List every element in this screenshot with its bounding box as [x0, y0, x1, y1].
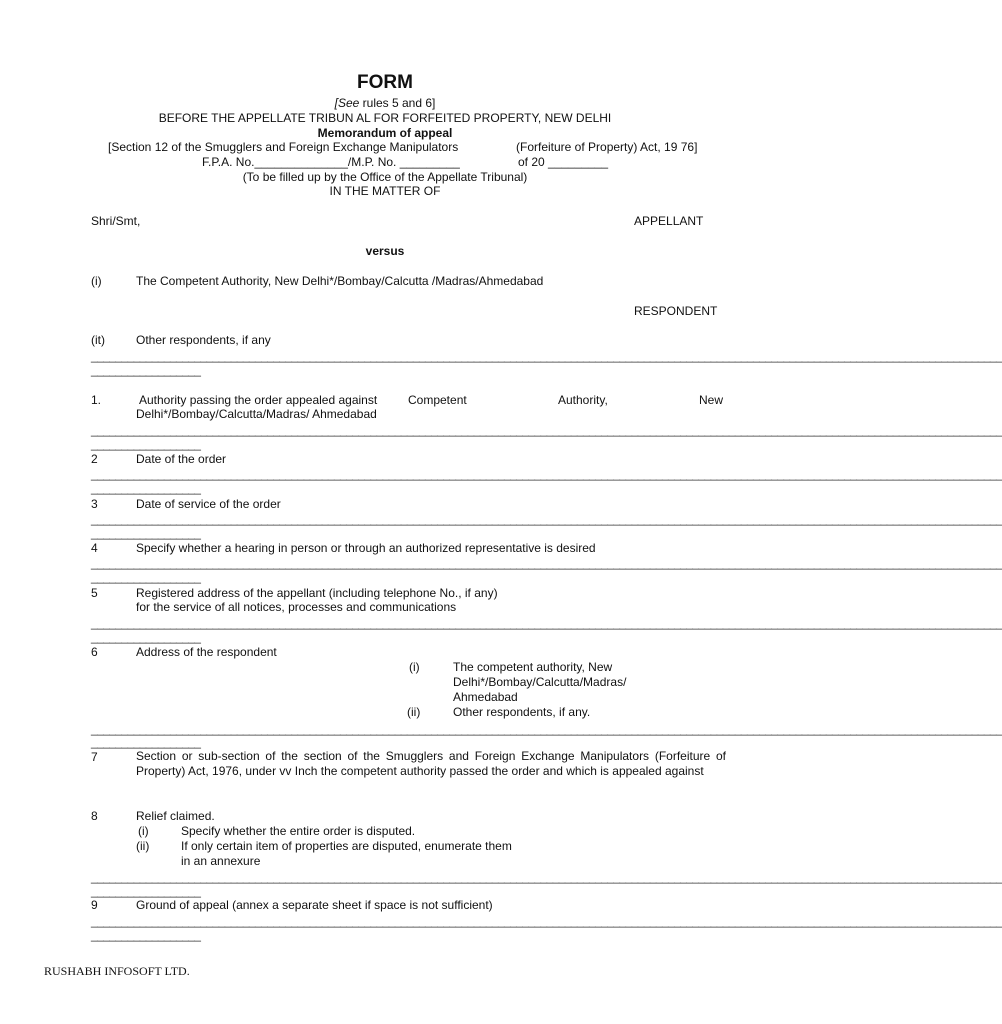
- fill-line: ______________________________________________________________________________________________________________________________________________________: [91, 512, 1002, 526]
- office-note: (To be filled up by the Office of the Appellate Tribunal): [242, 170, 528, 184]
- item-4-number: 4: [91, 541, 98, 555]
- rules-see: [See: [334, 96, 360, 110]
- fill-line-short: __________________: [91, 437, 201, 451]
- item-5-number: 5: [91, 586, 98, 600]
- tribunal-heading: BEFORE THE APPELLATE TRIBUN AL FOR FORFEITED PROPERTY, NEW DELHI: [158, 111, 612, 125]
- footer-company: RUSHABH INFOSOFT LTD.: [44, 964, 190, 978]
- item-6-sub-1-number: (i): [409, 660, 420, 674]
- respondent-2-number: (it): [91, 333, 105, 347]
- respondent-1-number: (i): [91, 274, 102, 288]
- item-6-sub-1-line-3: Ahmedabad: [453, 690, 518, 704]
- year-field: of 20 _________: [518, 155, 609, 169]
- fill-line-short: __________________: [91, 363, 201, 377]
- rules-text: rules 5 and 6]: [359, 96, 436, 110]
- memorandum-heading: Memorandum of appeal: [317, 126, 453, 140]
- item-7-number: 7: [91, 750, 98, 764]
- rules-reference: [0, 96, 770, 111]
- item-8-number: 8: [91, 809, 98, 823]
- appellant-name-label: Shri/Smt,: [91, 214, 141, 228]
- fill-line: ______________________________________________________________________________________________________________________________________________________: [91, 423, 1002, 437]
- section-reference-left: [Section 12 of the Smugglers and Foreign Exchange Manipulators: [108, 140, 459, 154]
- item-4-text: Specify whether a hearing in person or through an authorized representative is desired: [136, 541, 596, 555]
- item-8-text: Relief claimed.: [136, 809, 215, 823]
- item-9-number: 9: [91, 898, 98, 912]
- fpa-number-field: F.P.A. No.______________/M.P. No. _________: [202, 155, 460, 169]
- fill-line-short: __________________: [91, 526, 201, 540]
- item-6-sub-1-line-2: Delhi*/Bombay/Calcutta/Madras/: [453, 675, 627, 689]
- form-title: FORM: [357, 72, 413, 93]
- item-1-line-2: Delhi*/Bombay/Calcutta/Madras/ Ahmedabad: [136, 407, 377, 421]
- item-2-number: 2: [91, 452, 98, 466]
- respondent-2-text: Other respondents, if any: [136, 333, 271, 347]
- item-3-text: Date of service of the order: [136, 497, 281, 511]
- fill-line: ______________________________________________________________________________________________________________________________________________________: [91, 722, 1002, 736]
- fill-line: ______________________________________________________________________________________________________________________________________________________: [91, 870, 1002, 884]
- item-9-text: Ground of appeal (annex a separate sheet if space is not sufficient): [136, 898, 493, 912]
- item-3-number: 3: [91, 497, 98, 511]
- fill-line: ______________________________________________________________________________________________________________________________________________________: [91, 556, 1002, 570]
- item-5-line-1: Registered address of the appellant (including telephone No., if any): [136, 586, 498, 600]
- matter-heading: IN THE MATTER OF: [329, 184, 441, 198]
- fill-line-short: __________________: [91, 570, 201, 584]
- fill-line: ______________________________________________________________________________________________________________________________________________________: [91, 914, 1002, 928]
- fill-line: ______________________________________________________________________________________________________________________________________________________: [91, 616, 1002, 630]
- appellant-label: APPELLANT: [634, 214, 704, 228]
- item-8-sub-2-line-1: If only certain item of properties are disputed, enumerate them: [181, 839, 512, 853]
- section-reference-right: (Forfeiture of Property) Act, 19 76]: [516, 140, 698, 154]
- item-6-text: Address of the respondent: [136, 645, 277, 659]
- item-8-sub-2-number: (ii): [136, 839, 150, 853]
- fill-line: ______________________________________________________________________________________________________________________________________________________: [91, 467, 1002, 481]
- item-5-line-2: for the service of all notices, processes and communications: [136, 600, 457, 614]
- item-1-text-d: New: [699, 393, 724, 407]
- item-6-number: 6: [91, 645, 98, 659]
- respondent-1-text: The Competent Authority, New Delhi*/Bombay/Calcutta /Madras/Ahmedabad: [136, 274, 544, 288]
- fill-line-short: __________________: [91, 735, 201, 749]
- versus-label: versus: [365, 244, 405, 258]
- item-2-text: Date of the order: [136, 452, 227, 466]
- item-1-text-b: Competent: [408, 393, 467, 407]
- fill-line-short: __________________: [91, 481, 201, 495]
- item-6-sub-1-line-1: The competent authority, New: [453, 660, 613, 674]
- item-1-text-c: Authority,: [558, 393, 608, 407]
- item-8-sub-1-number: (i): [138, 824, 149, 838]
- item-1-text-a: Authority passing the order appealed against: [139, 393, 378, 407]
- fill-line: ______________________________________________________________________________________________________________________________________________________: [91, 349, 1002, 363]
- item-8-sub-1-text: Specify whether the entire order is disputed.: [181, 824, 416, 838]
- fill-line-short: __________________: [91, 630, 201, 644]
- item-6-sub-2-number: (ii): [407, 705, 421, 719]
- respondent-label: RESPONDENT: [634, 304, 718, 318]
- fill-line-short: __________________: [91, 928, 201, 942]
- fill-line-short: __________________: [91, 884, 201, 898]
- item-1-number: 1.: [91, 393, 102, 407]
- item-6-sub-2-text: Other respondents, if any.: [453, 705, 591, 719]
- item-7-text: Section or sub-section of the section of the Smugglers and Foreign Exchange Manipulators (Forfeiture of Property) Act, 1976, under vv Inch the competent authority passed the order and which is appealed against: [136, 749, 726, 778]
- item-8-sub-2-line-2: in an annexure: [181, 854, 261, 868]
